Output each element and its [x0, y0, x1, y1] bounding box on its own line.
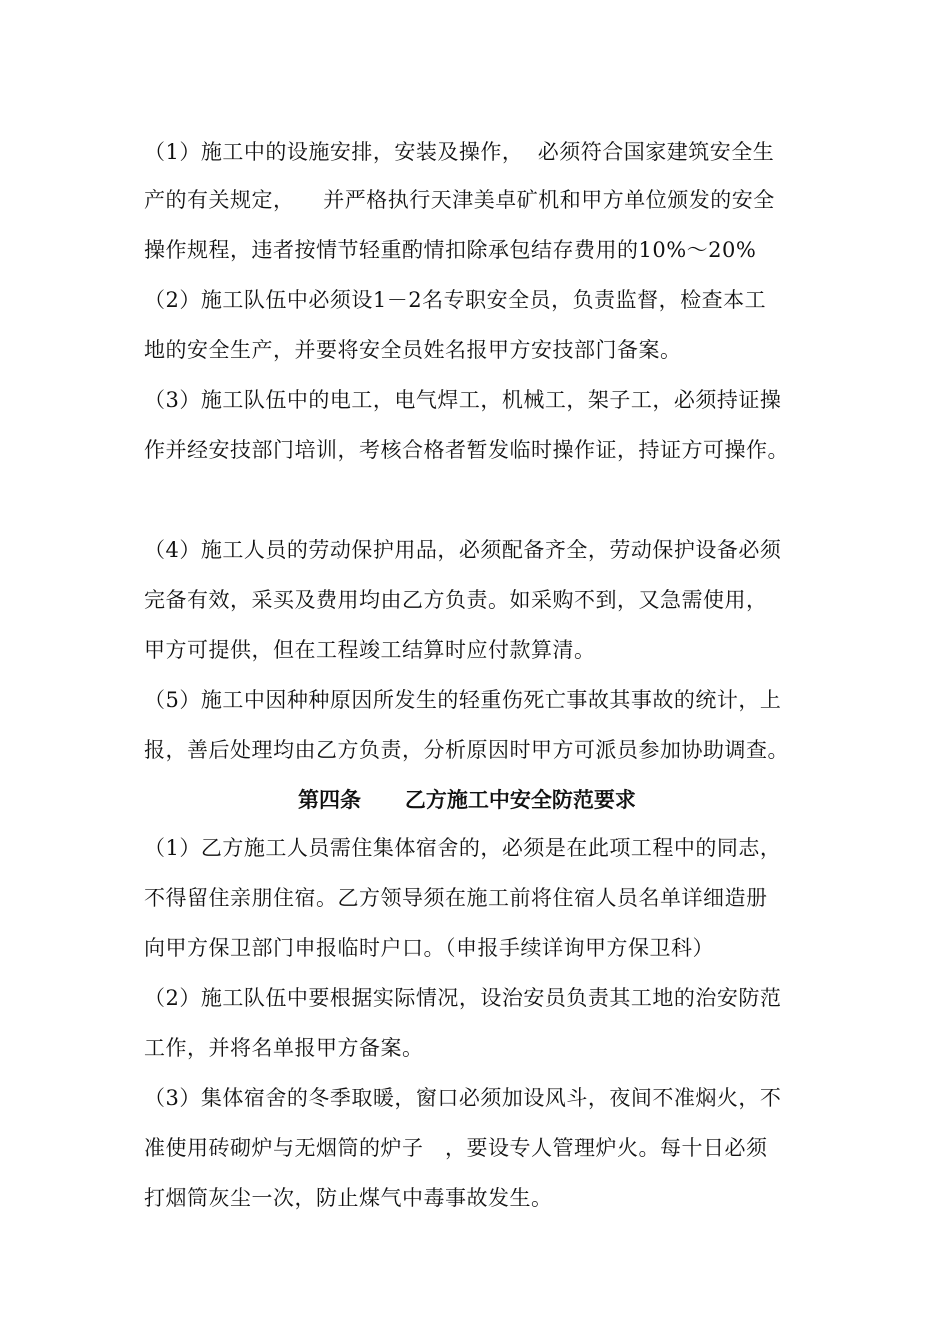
s3-item2-line1: （2）施工队伍中必须设1－2名专职安全员，负责监督，检查本工 — [144, 288, 767, 312]
s3-item3-line2: 作并经安技部门培训，考核合格者暂发临时操作证，持证方可操作。 — [144, 438, 789, 462]
s4-item2-line2: 工作，并将名单报甲方备案。 — [144, 1036, 424, 1060]
section-4-heading: 第四条 乙方施工中安全防范要求 — [298, 788, 636, 812]
s3-item1-line3: 操作规程，违者按情节轻重酌情扣除承包结存费用的10%～20% — [144, 238, 757, 262]
s3-item2-line2: 地的安全生产，并要将安全员姓名报甲方安技部门备案。 — [144, 338, 682, 362]
s4-item1-line2: 不得留住亲朋住宿。乙方领导须在施工前将住宿人员名单详细造册 — [144, 886, 768, 910]
s4-item2-line1: （2）施工队伍中要根据实际情况，设治安员负责其工地的治安防范 — [144, 986, 782, 1010]
s3-item5-line1: （5）施工中因种种原因所发生的轻重伤死亡事故其事故的统计，上 — [144, 688, 782, 712]
s3-item1-line2: 产的有关规定， 并严格执行天津美卓矿机和甲方单位颁发的安全 — [144, 188, 775, 212]
s4-item1-line3: 向甲方保卫部门申报临时户口。（申报手续详询甲方保卫科） — [144, 936, 714, 960]
s3-item4-line2: 完备有效，采买及费用均由乙方负责。如采购不到，又急需使用， — [144, 588, 768, 612]
s3-item4-line1: （4）施工人员的劳动保护用品，必须配备齐全，劳动保护设备必须 — [144, 538, 782, 562]
s4-item3-line3: 打烟筒灰尘一次，防止煤气中毒事故发生。 — [144, 1186, 553, 1210]
s4-item3-line1: （3）集体宿舍的冬季取暖，窗口必须加设风斗，夜间不准焖火，不 — [144, 1086, 782, 1110]
s4-item1-line1: （1）乙方施工人员需住集体宿舍的，必须是在此项工程中的同志， — [144, 836, 782, 860]
s3-item3-line1: （3）施工队伍中的电工，电气焊工，机械工，架子工，必须持证操 — [144, 388, 782, 412]
s3-item5-line2: 报，善后处理均由乙方负责，分析原因时甲方可派员参加协助调查。 — [144, 738, 789, 762]
s4-item3-line2: 准使用砖砌炉与无烟筒的炉子 ，要设专人管理炉火。每十日必须 — [144, 1136, 768, 1160]
s3-item1-line1: （1）施工中的设施安排，安装及操作， 必须符合国家建筑安全生 — [144, 140, 775, 164]
s3-item4-line3: 甲方可提供，但在工程竣工结算时应付款算清。 — [144, 638, 596, 662]
